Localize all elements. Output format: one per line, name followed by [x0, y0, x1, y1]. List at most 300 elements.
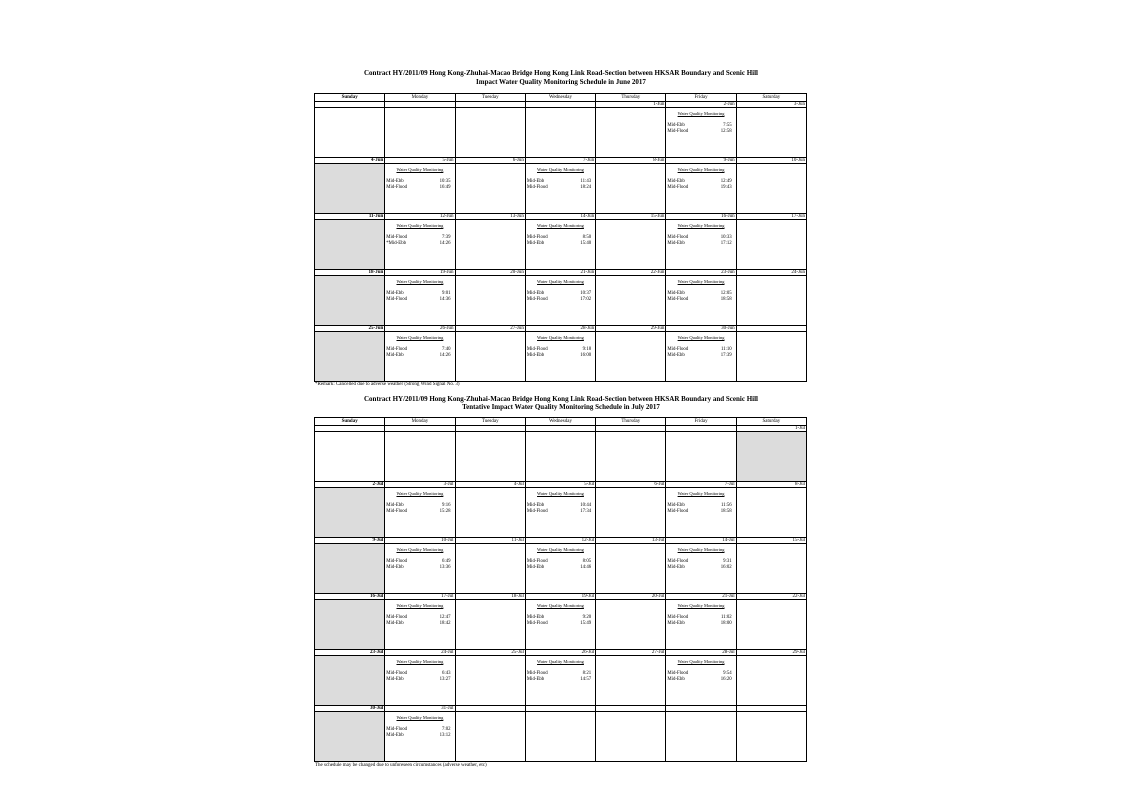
- tide-time-entry: [385, 733, 454, 739]
- monitoring-label: Water Quality Monitoring: [396, 167, 444, 172]
- day-cell: [736, 600, 806, 650]
- tide-label: Mid-Flood: [667, 559, 689, 564]
- monitoring-label: Water Quality Monitoring: [396, 491, 444, 496]
- monitoring-label: Water Quality Monitoring: [677, 547, 725, 552]
- date-cell: 22-Jun: [596, 270, 666, 276]
- monitoring-label: Water Quality Monitoring: [396, 547, 444, 552]
- day-cell: [385, 488, 455, 538]
- monitoring-label: Water Quality Monitoring: [396, 603, 444, 608]
- june-title-line2: Impact Water Quality Monitoring Schedule in June 2017: [476, 78, 646, 86]
- day-cell: [525, 432, 595, 482]
- date-cell: 9-Jun: [666, 158, 736, 164]
- weekday-header: Wednesday: [525, 418, 595, 426]
- tide-time: 14:36: [439, 297, 451, 302]
- tide-time: 8:05: [582, 559, 592, 564]
- monitoring-label: Water Quality Monitoring: [677, 659, 725, 664]
- tide-label: Mid-Ebb: [386, 291, 404, 296]
- tide-time: 7:40: [442, 347, 451, 352]
- monitoring-label: Water Quality Monitoring: [537, 491, 584, 496]
- tide-label: Mid-Ebb: [386, 733, 404, 738]
- day-cell: [596, 332, 666, 382]
- tide-time-entry: [666, 129, 735, 135]
- day-cell: [455, 544, 525, 594]
- date-cell: 17-Jun: [736, 214, 806, 220]
- tide-time-entry: [526, 621, 595, 627]
- date-cell: 22-Jul: [736, 594, 806, 600]
- day-cell: [315, 488, 385, 538]
- tide-time-entry: [526, 677, 595, 683]
- tide-label: Mid-Flood: [526, 671, 548, 676]
- tide-time-entry: [666, 509, 735, 515]
- monitoring-label: Water Quality Monitoring: [537, 279, 584, 284]
- tide-label: Mid-Flood: [386, 615, 408, 620]
- day-cell: [455, 332, 525, 382]
- day-cell: [525, 332, 595, 382]
- day-cell: [385, 712, 455, 762]
- tide-label: Mid-Ebb: [667, 241, 685, 246]
- tide-label: Mid-Flood: [526, 559, 548, 564]
- day-cell: [315, 656, 385, 706]
- tide-time-entry: [666, 621, 735, 627]
- date-cell: 12-Jul: [525, 538, 595, 544]
- day-cell: [666, 488, 736, 538]
- date-cell: 19-Jun: [385, 270, 455, 276]
- tide-time: 18:42: [439, 621, 451, 626]
- tide-time: 12:58: [720, 129, 732, 134]
- monitoring-label: Water Quality Monitoring: [677, 491, 725, 496]
- tide-time: 6:43: [442, 671, 451, 676]
- day-cell: [666, 432, 736, 482]
- tide-time: 15:40: [580, 241, 592, 246]
- monitoring-label: Water Quality Monitoring: [537, 335, 584, 340]
- day-cell: [525, 544, 595, 594]
- tide-time-entry: [385, 621, 454, 627]
- tide-time: 11:56: [720, 503, 732, 508]
- weekday-header: Friday: [666, 418, 736, 426]
- tide-label: Mid-Ebb: [667, 353, 685, 358]
- day-cell: [385, 220, 455, 270]
- tide-label: Mid-Flood: [667, 615, 689, 620]
- day-cell: [596, 488, 666, 538]
- day-cell: [736, 332, 806, 382]
- date-cell: 6-Jul: [596, 482, 666, 488]
- day-cell: [455, 432, 525, 482]
- day-cell: [455, 220, 525, 270]
- date-cell: 11-Jun: [315, 214, 385, 220]
- tide-time: 9:54: [723, 671, 732, 676]
- tide-time: 13:27: [439, 677, 451, 682]
- date-cell: 29-Jul: [736, 650, 806, 656]
- day-cell: [315, 332, 385, 382]
- day-cell: [455, 276, 525, 326]
- weekday-header: Thursday: [596, 94, 666, 102]
- tide-label: Mid-Ebb: [386, 565, 404, 570]
- tide-time: 12:49: [720, 179, 732, 184]
- weekday-header: Tuesday: [455, 94, 525, 102]
- day-cell: [455, 164, 525, 214]
- day-cell: [315, 544, 385, 594]
- tide-time-entry: [385, 509, 454, 515]
- tide-time: 16:49: [439, 185, 451, 190]
- day-cell: [596, 220, 666, 270]
- day-cell: [666, 544, 736, 594]
- tide-label: Mid-Ebb: [526, 615, 545, 620]
- date-cell: 8-Jun: [596, 158, 666, 164]
- tide-time-entry: [526, 509, 595, 515]
- weekday-header: Thursday: [596, 418, 666, 426]
- day-cell: [666, 332, 736, 382]
- day-cell: [525, 108, 595, 158]
- tide-label: Mid-Ebb: [386, 353, 404, 358]
- date-cell: 28-Jul: [666, 650, 736, 656]
- date-cell: 5-Jul: [525, 482, 595, 488]
- tide-time: 11:02: [720, 615, 732, 620]
- tide-label: Mid-Ebb: [667, 565, 685, 570]
- day-cell: [455, 600, 525, 650]
- day-cell: [666, 108, 736, 158]
- tide-label: Mid-Flood: [386, 297, 408, 302]
- day-cell: [736, 488, 806, 538]
- tide-time: 9:31: [723, 559, 732, 564]
- day-cell: [666, 276, 736, 326]
- tide-time-entry: [526, 241, 595, 247]
- tide-label: Mid-Flood: [667, 509, 689, 514]
- monitoring-label: Water Quality Monitoring: [537, 223, 584, 228]
- date-cell: 2-Jun: [666, 102, 736, 108]
- date-cell: 18-Jul: [455, 594, 525, 600]
- day-cell: [525, 276, 595, 326]
- date-cell: 21-Jul: [666, 594, 736, 600]
- july-remark: The schedule may be changed due to unforeseen circumstances (adverse weather, etc): [315, 763, 487, 768]
- date-cell: 14-Jun: [525, 214, 595, 220]
- tide-time: 19:43: [720, 185, 732, 190]
- tide-time: 17:34: [580, 509, 592, 514]
- day-cell: [736, 220, 806, 270]
- day-cell: [455, 656, 525, 706]
- date-cell: 18-Jun: [315, 270, 385, 276]
- monitoring-label: Water Quality Monitoring: [396, 223, 444, 228]
- monitoring-label: Water Quality Monitoring: [677, 603, 725, 608]
- tide-label: Mid-Flood: [526, 297, 548, 302]
- tide-time: 7:39: [442, 235, 451, 240]
- day-cell: [736, 276, 806, 326]
- day-cell: [596, 164, 666, 214]
- date-cell: 20-Jun: [455, 270, 525, 276]
- tide-label: Mid-Flood: [667, 347, 689, 352]
- day-cell: [315, 164, 385, 214]
- day-cell: [455, 712, 525, 762]
- june-title-line1: Contract HY/2011/09 Hong Kong-Zhuhai-Macao Bridge Hong Kong Link Road-Section between HKSAR Boundary and Scenic Hill: [364, 69, 758, 77]
- date-cell: 17-Jul: [385, 594, 455, 600]
- day-cell: [315, 276, 385, 326]
- date-cell: 24-Jun: [736, 270, 806, 276]
- date-cell: 15-Jun: [596, 214, 666, 220]
- day-cell: [315, 600, 385, 650]
- day-cell: [596, 544, 666, 594]
- tide-time: 18:58: [720, 297, 732, 302]
- date-cell: 5-Jun: [385, 158, 455, 164]
- tide-label: Mid-Flood: [526, 509, 548, 514]
- day-cell: [666, 656, 736, 706]
- day-cell: [666, 220, 736, 270]
- day-cell: [525, 488, 595, 538]
- date-cell: 16-Jun: [666, 214, 736, 220]
- day-cell: [666, 600, 736, 650]
- day-cell: [525, 656, 595, 706]
- day-cell: [736, 164, 806, 214]
- tide-time: 18:58: [720, 509, 732, 514]
- weekday-header: Wednesday: [525, 94, 595, 102]
- tide-time: 14:46: [580, 565, 592, 570]
- date-cell: 8-Jul: [736, 482, 806, 488]
- tide-time: 14:26: [439, 241, 451, 246]
- tide-time-entry: [526, 185, 595, 191]
- tide-time: 18:24: [580, 185, 592, 190]
- tide-label: Mid-Flood: [386, 559, 408, 564]
- date-cell: 28-Jun: [525, 326, 595, 332]
- tide-time: 13:12: [439, 733, 451, 738]
- tide-label: Mid-Ebb: [526, 179, 545, 184]
- monitoring-label: Water Quality Monitoring: [677, 111, 725, 116]
- day-cell: [525, 712, 595, 762]
- day-cell: [736, 544, 806, 594]
- monitoring-label: Water Quality Monitoring: [677, 335, 725, 340]
- tide-label: Mid-Flood: [386, 509, 408, 514]
- weekday-header: Monday: [385, 418, 455, 426]
- tide-label: Mid-Ebb: [667, 503, 685, 508]
- tide-label: Mid-Ebb: [386, 179, 404, 184]
- date-cell: 1-Jun: [596, 102, 666, 108]
- monitoring-label: Water Quality Monitoring: [677, 223, 725, 228]
- tide-time-entry: [385, 677, 454, 683]
- day-cell: [525, 220, 595, 270]
- tide-time: 7:55: [723, 123, 732, 128]
- tide-label: Mid-Ebb: [667, 179, 685, 184]
- monitoring-label: Water Quality Monitoring: [677, 167, 725, 172]
- tide-time: 9:16: [442, 503, 451, 508]
- tide-label: Mid-Ebb: [667, 291, 685, 296]
- tide-time: 10:44: [580, 503, 592, 508]
- tide-label: Mid-Flood: [386, 185, 408, 190]
- tide-time: 10:33: [720, 235, 732, 240]
- date-cell: 11-Jul: [455, 538, 525, 544]
- day-cell: [455, 108, 525, 158]
- day-cell: [315, 712, 385, 762]
- date-cell: 26-Jul: [525, 650, 595, 656]
- monitoring-label: Water Quality Monitoring: [396, 335, 444, 340]
- weekday-header: Monday: [385, 94, 455, 102]
- day-cell: [736, 432, 806, 482]
- monitoring-label: Water Quality Monitoring: [537, 603, 584, 608]
- date-cell: 29-Jun: [596, 326, 666, 332]
- weekday-header: Saturday: [736, 94, 806, 102]
- june-calendar: [314, 93, 807, 382]
- weekday-header: Tuesday: [455, 418, 525, 426]
- tide-time: 14:57: [580, 677, 592, 682]
- weekday-header: Sunday: [315, 94, 385, 102]
- monitoring-label: Water Quality Monitoring: [396, 659, 444, 664]
- date-cell: 15-Jul: [736, 538, 806, 544]
- tide-time: 9:18: [582, 347, 592, 352]
- tide-time: 15:28: [439, 509, 451, 514]
- tide-time-entry: [385, 565, 454, 571]
- date-cell: 21-Jun: [525, 270, 595, 276]
- day-cell: [385, 432, 455, 482]
- day-cell: [385, 164, 455, 214]
- tide-label: Mid-Flood: [526, 347, 548, 352]
- monitoring-label: Water Quality Monitoring: [396, 715, 444, 720]
- day-cell: [385, 600, 455, 650]
- tide-time: 17:12: [720, 241, 732, 246]
- tide-label: Mid-Flood: [526, 621, 548, 626]
- date-cell: 20-Jul: [596, 594, 666, 600]
- day-cell: [596, 432, 666, 482]
- june-remark: *Remark: Cancelled due to adverse weather (Strong Wind Signal No. 3): [315, 382, 460, 387]
- tide-label: Mid-Flood: [667, 297, 689, 302]
- monitoring-label: Water Quality Monitoring: [396, 279, 444, 284]
- tide-time-entry: [666, 241, 735, 247]
- tide-time: 10:37: [580, 291, 592, 296]
- tide-time-entry: [666, 353, 735, 359]
- date-cell: 9-Jul: [315, 538, 385, 544]
- tide-time: 6:49: [442, 559, 451, 564]
- tide-label: Mid-Flood: [386, 235, 408, 240]
- july-title-line2: Tentative Impact Water Quality Monitoring Schedule in July 2017: [462, 403, 660, 411]
- tide-label: Mid-Ebb: [526, 353, 545, 358]
- tide-label: Mid-Ebb: [667, 621, 685, 626]
- july-calendar: [314, 417, 807, 762]
- date-cell: 14-Jul: [666, 538, 736, 544]
- day-cell: [385, 332, 455, 382]
- day-cell: [315, 108, 385, 158]
- tide-time: 17:02: [580, 297, 592, 302]
- tide-time: 11:43: [580, 179, 592, 184]
- day-cell: [525, 164, 595, 214]
- tide-label: Mid-Ebb: [667, 123, 685, 128]
- day-cell: [596, 656, 666, 706]
- date-cell: 13-Jul: [596, 538, 666, 544]
- tide-time: 14:26: [439, 353, 451, 358]
- tide-time: 8:50: [582, 235, 592, 240]
- tide-time-entry: [385, 185, 454, 191]
- day-cell: [736, 108, 806, 158]
- tide-label: Mid-Ebb: [526, 677, 545, 682]
- date-cell: 10-Jun: [736, 158, 806, 164]
- tide-time-entry: [526, 353, 595, 359]
- date-cell: 23-Jun: [666, 270, 736, 276]
- monitoring-label: Water Quality Monitoring: [537, 547, 584, 552]
- day-cell: [385, 276, 455, 326]
- date-cell: 10-Jul: [385, 538, 455, 544]
- date-cell: 7-Jul: [666, 482, 736, 488]
- tide-time: 7:02: [442, 727, 451, 732]
- tide-label: Mid-Ebb: [386, 677, 404, 682]
- tide-time: 8:21: [582, 671, 592, 676]
- tide-time: 16:20: [720, 677, 732, 682]
- date-cell: 13-Jun: [455, 214, 525, 220]
- date-cell: 6-Jun: [455, 158, 525, 164]
- tide-label: Mid-Flood: [667, 129, 689, 134]
- day-cell: [596, 276, 666, 326]
- tide-time-entry: [666, 297, 735, 303]
- date-cell: 30-Jun: [666, 326, 736, 332]
- tide-time: 9:01: [442, 291, 451, 296]
- day-cell: [385, 656, 455, 706]
- weekday-header: Friday: [666, 94, 736, 102]
- date-cell: 12-Jun: [385, 214, 455, 220]
- tide-time: 17:39: [720, 353, 732, 358]
- tide-label: Mid-Ebb: [526, 291, 545, 296]
- tide-label: Mid-Flood: [667, 671, 689, 676]
- tide-label: Mid-Ebb: [526, 565, 545, 570]
- day-cell: [596, 108, 666, 158]
- tide-label: Mid-Flood: [526, 235, 548, 240]
- day-cell: [385, 108, 455, 158]
- tide-label: Mid-Flood: [386, 727, 408, 732]
- day-cell: [736, 712, 806, 762]
- day-cell: [455, 488, 525, 538]
- tide-time-entry: [666, 185, 735, 191]
- day-cell: [315, 220, 385, 270]
- date-cell: 30-Jul: [315, 706, 385, 712]
- date-cell: 27-Jun: [455, 326, 525, 332]
- tide-label: Mid-Ebb: [386, 503, 404, 508]
- tide-time: 12:47: [439, 615, 451, 620]
- july-title-line1: Contract HY/2011/09 Hong Kong-Zhuhai-Macao Bridge Hong Kong Link Road-Section between HKSAR Boundary and Scenic Hill: [364, 395, 758, 403]
- tide-label: Mid-Flood: [667, 185, 689, 190]
- date-cell: 3-Jul: [385, 482, 455, 488]
- tide-label: Mid-Flood: [526, 185, 548, 190]
- date-cell: 25-Jun: [315, 326, 385, 332]
- tide-label: Mid-Flood: [667, 235, 689, 240]
- tide-time: 12:05: [720, 291, 732, 296]
- tide-time-entry: [526, 297, 595, 303]
- monitoring-label: Water Quality Monitoring: [677, 279, 725, 284]
- date-cell: 24-Jul: [385, 650, 455, 656]
- tide-label: Mid-Ebb: [526, 503, 545, 508]
- date-cell: 26-Jun: [385, 326, 455, 332]
- tide-time-entry: [385, 241, 454, 247]
- date-cell: 2-Jul: [315, 482, 385, 488]
- tide-time: 13:36: [439, 565, 451, 570]
- date-cell: 4-Jul: [455, 482, 525, 488]
- day-cell: [315, 432, 385, 482]
- tide-time-entry: [385, 353, 454, 359]
- date-cell: 7-Jun: [525, 158, 595, 164]
- monitoring-label: Water Quality Monitoring: [537, 659, 584, 664]
- tide-time-entry: [666, 677, 735, 683]
- day-cell: [666, 164, 736, 214]
- tide-time: 10:35: [439, 179, 451, 184]
- weekday-header: Sunday: [315, 418, 385, 426]
- day-cell: [596, 600, 666, 650]
- date-cell: 1-Jul: [736, 426, 806, 432]
- tide-label: Mid-Flood: [386, 671, 408, 676]
- tide-time: 11:10: [720, 347, 732, 352]
- day-cell: [666, 712, 736, 762]
- tide-label: Mid-Ebb: [667, 677, 685, 682]
- day-cell: [596, 712, 666, 762]
- tide-time: 9:20: [582, 615, 592, 620]
- date-cell: 25-Jul: [455, 650, 525, 656]
- tide-time-entry: [526, 565, 595, 571]
- tide-time-entry: [666, 565, 735, 571]
- tide-time-entry: [385, 297, 454, 303]
- weekday-header: Saturday: [736, 418, 806, 426]
- day-cell: [525, 600, 595, 650]
- day-cell: [385, 544, 455, 594]
- date-cell: 31-Jul: [385, 706, 455, 712]
